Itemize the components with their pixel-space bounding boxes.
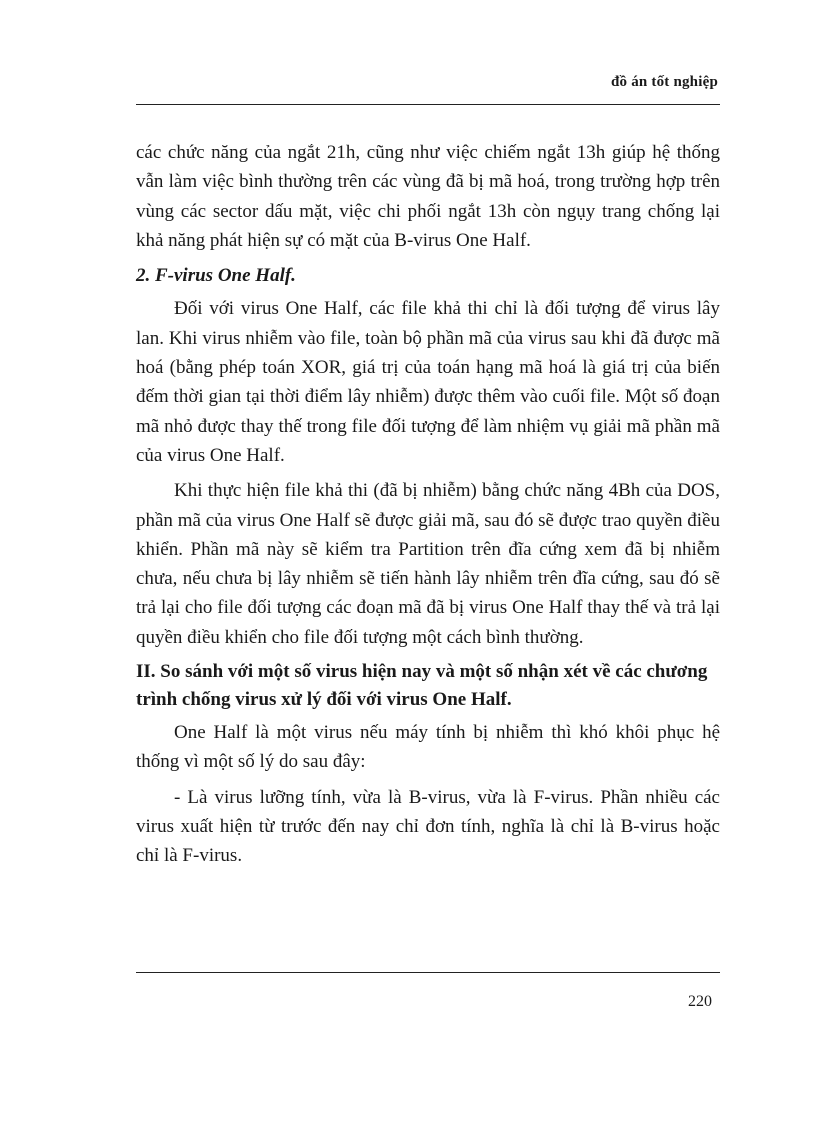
footer-rule: [136, 972, 720, 973]
running-header: đồ án tốt nghiệp: [611, 74, 718, 90]
paragraph: các chức năng của ngắt 21h, cũng như việc chiếm ngắt 13h giúp hệ thống vẫn làm việc bình thường trên các vùng đã bị mã hoá, trong trường hợp trên vùng các sector dấu mặt, việc chi phối ngắt 13h còn ngụy trang chống lại khả năng phát hiện sự có mặt của B-virus One Half.: [136, 142, 720, 251]
paragraph: One Half là một virus nếu máy tính bị nhiễm thì khó khôi phục hệ thống vì một số lý do sau đây:: [136, 722, 720, 773]
paragraph: - Là virus lưỡng tính, vừa là B-virus, vừa là F-virus. Phần nhiều các virus xuất hiện từ trước đến nay chỉ đơn tính, nghĩa là chỉ là B-virus hoặc chỉ là F-virus.: [136, 786, 720, 867]
section-heading: 2. F-virus One Half.: [136, 265, 296, 287]
header-rule: [136, 104, 720, 105]
paragraph: Đối với virus One Half, các file khả thi chỉ là đối tượng để virus lây lan. Khi virus nhiễm vào file, toàn bộ phần mã của virus sau khi đã được mã hoá (bằng phép toán XOR, giá trị của toán hạng mã hoá là giá trị của biến đếm thời gian tại thời điểm lây nhiễm) được thêm vào cuối file. Một số đoạn mã nhỏ được thay thế trong file đối tượng để làm nhiệm vụ giải mã phần mã của virus One Half.: [136, 298, 720, 466]
page-body: [136, 138, 720, 871]
paragraph: Khi thực hiện file khả thi (đã bị nhiễm) bằng chức năng 4Bh của DOS, phần mã của virus One Half sẽ được giải mã, sau đó sẽ được trao quyền điều khiển. Phần mã này sẽ kiểm tra Partition trên đĩa cứng xem đã bị nhiễm chưa, nếu chưa bị lây nhiễm sẽ tiến hành lây nhiễm trên đĩa cứng, sau đó sẽ trả lại cho file đối tượng các đoạn mã đã bị virus One Half thay thế và trả lại quyền điều khiển cho file đối tượng một cách bình thường.: [136, 480, 720, 648]
page-number: 220: [688, 993, 712, 1010]
chapter-heading: II. So sánh với một số virus hiện nay và một số nhận xét về các chương trình chống virus xử lý đối với virus One Half.: [136, 661, 708, 711]
